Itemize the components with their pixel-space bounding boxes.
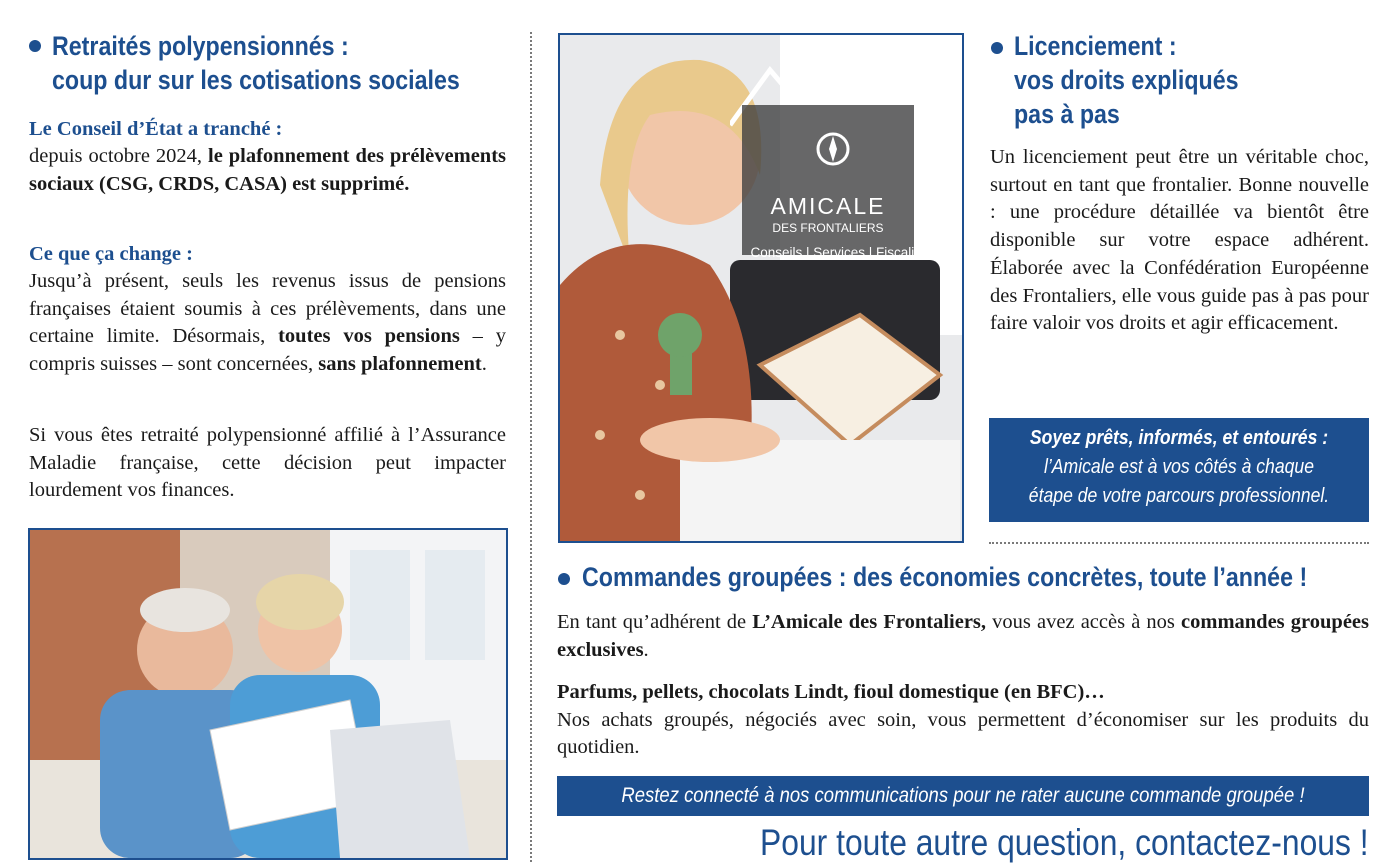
bottom-banner-text: Restez connecté à nos communications pour ne rater aucune commande groupée ! [621,784,1305,807]
bottom-paragraph-1 [557,609,1369,664]
right-title [1014,29,1239,131]
bottom-title: Commandes groupées : des économies concrètes, toute l’année ! [582,562,1308,592]
column-divider [530,32,532,862]
bottom-p1-a: En tant qu’adhérent de [557,611,753,633]
left-paragraph-1 [29,143,506,198]
logo-sub-text: DES FRONTALIERS [772,221,884,235]
bullet-icon [29,40,41,52]
callout-line3: étape de votre parcours professionnel. [1028,485,1330,507]
bottom-section-2 [557,679,1369,762]
couple-reading-documents-icon [30,530,506,858]
bottom-products-bold: Parfums, pellets, chocolats Lindt, fioul domestique (en BFC)… [557,681,1105,703]
bottom-products [557,679,1369,707]
left-title-line1: Retraités polypensionnés : [52,31,349,61]
left-p2-d: sans plafonnement [318,353,482,376]
left-title-line2: coup dur sur les cotisations sociales [52,65,460,95]
middle-photo [558,33,964,543]
right-divider [989,542,1369,544]
left-paragraph-3: Si vous êtes retraité polypensionné affilié à l’Assurance Maladie française, cette décision peut impacter lourdement vos finances. [29,424,506,502]
right-title-line1: Licenciement : [1014,31,1177,61]
left-title [52,29,460,97]
bottom-p1-b: L’Amicale des Frontaliers, [752,611,987,633]
left-subheading-1: Le Conseil d’État a tranché : [29,118,283,140]
bullet-icon [991,42,1003,54]
left-photo [28,528,508,860]
left-section-2 [29,241,506,379]
logo-main-text: AMICALE [770,193,886,219]
bullet-icon [558,573,570,585]
right-title-line3: pas à pas [1014,99,1120,129]
left-p1-text: depuis octobre 2024, [29,145,208,167]
bottom-p1-c: vous avez accès à nos [986,611,1182,633]
logo-tagline: Conseils | Services | Fiscalité [750,245,926,260]
left-p2-b: toutes vos pensions [278,325,460,348]
left-p2-a: Jusqu’à présent, seuls les revenus issus de pensions françaises étaient soumis à ces prélèvements, dans une certaine limite. Désormais, [29,270,506,348]
callout-line2: l’Amicale est à vos côtés à chaque [1043,456,1314,478]
amicale-logo [720,55,956,260]
callout-bold: Soyez prêts, informés, et entourés : [1029,427,1329,449]
right-title-line2: vos droits expliqués [1014,65,1239,95]
left-subheading-2: Ce que ça change : [29,243,193,265]
left-paragraph-2 [29,268,506,379]
contact-line [661,822,1369,864]
bottom-p1-e: . [643,638,649,661]
right-paragraph-1: Un licenciement peut être un véritable choc, surtout en tant que frontalier. Bonne nouvelle : une procédure détaillée va bientôt être disponible sur votre espace adhérent. Élaborée avec la Confédération Européenne des Frontaliers, elle vous guide pas à pas pour faire valoir vos droits et agir efficacement. [990,146,1369,335]
right-callout-box [989,418,1369,522]
contact-text: Pour toute autre question, contactez-nous ! [760,822,1369,863]
compass-icon [815,127,851,171]
bottom-banner [557,776,1369,816]
left-p2-c: – y compris suisses – sont concernées, [29,325,507,376]
left-section-1 [29,116,506,198]
bottom-paragraph-2: Nos achats groupés, négociés avec soin, vous permettent d’économiser sur les produits du quotidien. [557,708,1369,759]
left-p1-bold: le plafonnement des prélèvements sociaux (CSG, CRDS, CASA) est supprimé. [29,145,506,195]
left-p2-e: . [481,353,487,376]
bottom-p1-d: commandes groupées exclusives [557,611,1369,661]
